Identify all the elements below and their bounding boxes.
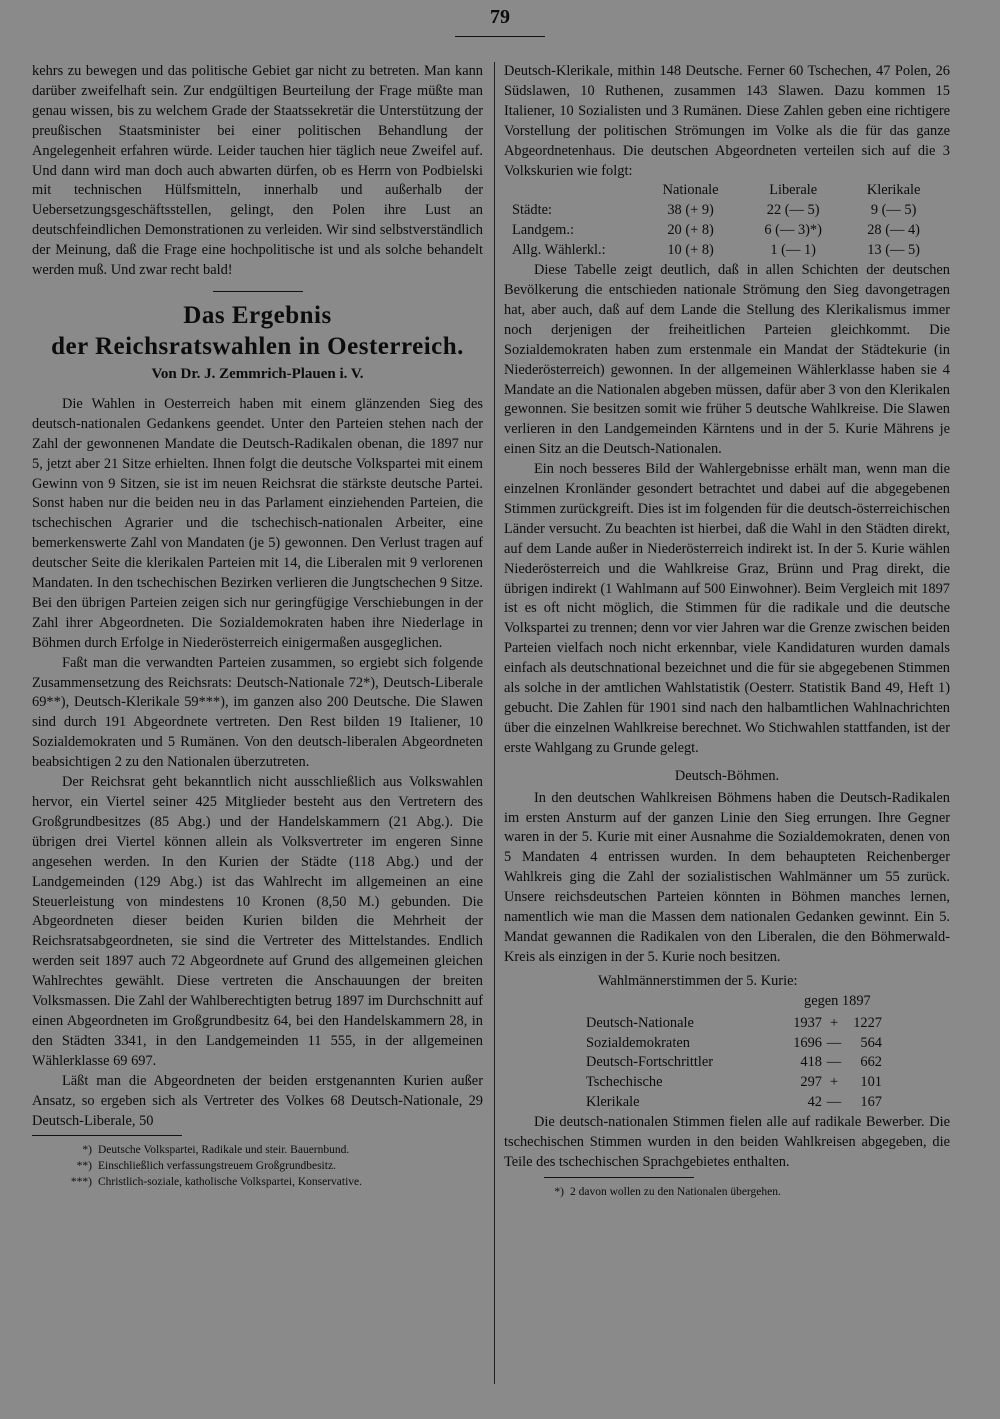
article-paragraph: Die Wahlen in Oesterreich haben mit einem glänzenden Sieg des deutsch-nationalen Gedankens geendet. Unter den Parteien stehen nach der Zahl der gewonnenen Mandate die Deutsch-Radikalen obenan, die 1897 nur 5, jetzt aber 21 Sitze erhielten. Ihnen folgt die deutsche Volkspartei mit einem Gewinn von 9 Sitzen, sie ist im neuen Reichsrat die stärkste deutsche Partei. Sonst haben nur die beiden neu in das Parlament einziehenden Parteien, die tschechischen Agrarier und die tschechisch-nationalen Arbeiter, eine bemerkenswerte Zahl von Mandaten (je 5) gewonnen. Den Verlust tragen auf deutscher Seite die klerikalen Parteien mit 14, die Liberalen mit 9 verlorenen Mandaten. In den tschechischen Bezirken verlieren die Jungtschechen 9 Sitze. Bei den übrigen Parteien zeigen sich nur geringfügige Verschiebungen in der Zahl ihrer Abgeordneten. Die Sozialdemokraten haben ihre Niederlage in Böhmen durch Erfolge in Niederösterreich einigermaßen ausgeglichen. (32, 395, 483, 651)
table-cell: 418 (800, 1054, 822, 1071)
table-cell: 1227 (853, 1014, 882, 1031)
table-row (586, 1093, 882, 1113)
table-cell: 13 (— 5) (867, 242, 920, 259)
table-cell: — (826, 1034, 842, 1051)
table-cell: + (829, 1014, 839, 1031)
article-separator (213, 291, 303, 292)
article-byline: Von Dr. J. Zemmrich-Plauen i. V. (151, 365, 364, 382)
section-heading: Deutsch-Böhmen. (674, 767, 780, 784)
footnote-mark: ***) (70, 1176, 92, 1189)
table-row (512, 241, 942, 261)
table-cell: Landgem.: (512, 222, 574, 239)
table-cell: 22 (— 5) (766, 202, 820, 219)
table-cell: 1937 (793, 1014, 822, 1031)
article-paragraph: Der Reichsrat geht bekanntlich nicht ausschließlich aus Volkswahlen hervor, ein Viertel seiner 425 Mitglieder besteht aus den Vertretern des Großgrundbesitzes (85 Abg.) und der Handelskammern (21 Abg.). Die übrigen drei Viertel können allein als Volksvertreter im engeren Sinne angesehen werden. In den Kurien der Städte (118 Abg.) und der Landgemeinden (129 Abg.) ist das Wahlrecht im allgemeinen an eine Steuerleistung von mindestens 10 Kronen (8,50 M.) gebunden. Die Abgeordneten dieser beiden Kurien bilden die Mehrheit der Reichsratsabgeordneten, sie sind die Vertreter des Mittelstandes. Endlich werden seit 1897 auch 72 Abgeordnete auf Grund des allgemeinen gleichen Wahlrechtes gewählt. Diese vertreten die Anschauungen der breiten Volksmassen. Die Zahl der Wahlberechtigten betrug 1897 im Durchschnitt auf einen Abgeordneten im Großgrundbesitz 64, bei den Handelskammern 28, in den Städten 3341, in den Landgemeinden 11 555, in der allgemeinen Wählerklasse 69 697. (32, 774, 483, 1069)
table-cell: 42 (807, 1094, 822, 1111)
article-paragraph: Diese Tabelle zeigt deutlich, daß in allen Schichten der deutschen Bevölkerung die entschieden nationale Strömung den Sieg davongetragen hat, aber auch, daß auf dem Lande die Stellung des Klerikalismus immer noch derjenigen der freiheitlichen Parteien gleichkommt. Die Sozialdemokraten haben zum erstenmale ein Mandat der Städtekurie (in Niederösterreich) gewonnen. In der allgemeinen Wählerklasse haben sie 4 Mandate an die Nationalen abgeben müssen, dafür aber 3 von den Klerikalen gewonnen. Sie besitzen somit wie früher 5 deutsche Wahlkreise. Die Slawen verlieren in den Landgemeinden Kärntens und in der 5. Kurie Mährens je einen Sitz an die Deutsch-Nationalen. (504, 262, 950, 458)
article-paragraph: Läßt man die Abgeordneten der beiden erstgenannten Kurien außer Ansatz, so ergeben sich als Vertreter des Volkes 68 Deutsch-Nationale, 29 Deutsch-Liberale, 50 (32, 1072, 483, 1129)
page-number: 79 (490, 6, 510, 28)
footnote (504, 1184, 950, 1200)
table-cell: 9 (— 5) (870, 202, 917, 219)
table-cell: 20 (+ 8) (667, 222, 714, 239)
table-cell: 101 (860, 1074, 882, 1091)
table-cell: — (826, 1094, 842, 1111)
table-cell: 28 (— 4) (867, 222, 920, 239)
table-cell: Städte: (512, 202, 552, 219)
table-cell: + (829, 1074, 839, 1091)
table-cell: 6 (— 3)*) (764, 222, 822, 239)
table-row (512, 201, 942, 221)
table-header-cell: Liberale (769, 182, 818, 199)
table-cell: 1696 (793, 1034, 822, 1051)
table-cell: 38 (+ 9) (667, 202, 714, 219)
table-row (586, 1073, 882, 1093)
article-paragraph: Die deutsch-nationalen Stimmen fielen alle auf radikale Bewerber. Die tschechischen Stimmen wurden in den beiden Wahlkreisen abgegeben, die Teile des tschechischen Sprachgebietes enthalten. (504, 1114, 950, 1170)
table-cell: Klerikale (586, 1094, 640, 1111)
footnote-rule (544, 1177, 694, 1178)
table-cell: 167 (860, 1094, 882, 1111)
page-number-rule (455, 36, 545, 37)
table-cell: 564 (860, 1034, 882, 1051)
left-column (32, 62, 483, 1190)
article-title-line2: der Reichsratswahlen in Oesterreich. (51, 332, 464, 360)
footnote (32, 1174, 483, 1190)
intro-paragraph: kehrs zu bewegen und das politische Gebiet gar nicht zu betreten. Man kann darüber zweifelhaft sein. Zur endgültigen Beurteilung der Frage müßte man genau wissen, bis zu welchem Grade der Staatssekretär die Unterstützung der preußischen Staatsminister bei einer politischen Behandlung der Angelegenheit erfahren würde. Leider tauchen hier täglich neue Zweifel auf. Und dann wird man doch auch abwarten dürfen, ob es Herrn von Podbielski mit technischen Hülfsmitteln, innerhalb und außerhalb der Uebersetzungsgeschäftsstellen, gelingt, den Polen ihre Lust an deutschfeindlichen Demonstrationen zu verleiden. Wir sind selbstverständlich der Meinung, daß die Frage eine hochpolitische ist und als solche behandelt werden muß. Und zwar recht bald! (32, 63, 483, 279)
table-row (586, 1014, 882, 1034)
wahlmaenner-table (586, 1014, 882, 1114)
table-cell: Tschechische (586, 1074, 663, 1091)
article-paragraph: Deutsch-Klerikale, mithin 148 Deutsche. Ferner 60 Tschechen, 47 Polen, 26 Südslawen, 10 Ruthenen, zusammen 143 Slawen. Dazu kommen 15 Italiener, 10 Sozialisten und 3 Rumänen. Diese Zahlen geben eine richtigere Vorstellung der politischen Strömungen im Volke als die für das ganze Abgeordnetenhaus. Die deutschen Abgeordneten verteilen sich auf die 3 Volkskurien wie folgt: (504, 63, 950, 179)
table-cell: Deutsch-Nationale (586, 1014, 694, 1031)
table-row (586, 1034, 882, 1054)
table-row (586, 1053, 882, 1073)
article-paragraph: Faßt man die verwandten Parteien zusammen, so ergiebt sich folgende Zusammensetzung des Reichsrats: Deutsch-Nationale 72*), Deutsch-Liberale 69**), Deutsch-Klerikale 59***), im ganzen also 200 Deutsche. Die Slawen sind durch 191 Abgeordnete vertreten. Den Rest bilden 19 Italiener, 10 Sozialdemokraten und 5 Rumänen. Von den deutsch-liberalen Abgeordneten beabsichtigen 2 zu den Nationalen überzutreten. (32, 654, 483, 771)
footnote-mark: **) (76, 1160, 92, 1173)
footnote-rule (32, 1135, 182, 1136)
table-subtitle: gegen 1897 (804, 992, 871, 1009)
table-header-cell (512, 181, 640, 201)
footnote-text: 2 davon wollen zu den Nationalen übergehen. (570, 1185, 781, 1198)
table-header-row (512, 181, 942, 201)
column-divider (494, 62, 495, 1384)
table-cell: Allg. Wählerkl.: (512, 242, 606, 259)
table-cell: Sozialdemokraten (586, 1034, 690, 1051)
table-cell: 10 (+ 8) (667, 242, 714, 259)
table-cell: 297 (800, 1074, 822, 1091)
article-paragraph: In den deutschen Wahlkreisen Böhmens haben die Deutsch-Radikalen im ersten Ansturm auf der ganzen Linie den Sieg errungen. Ihre Gegner waren in der 5. Kurie mit einer Ausnahme die Sozialdemokraten, denen von 5 Mandaten 4 entrissen wurden. In dem behaupteten Reichenberger Wahlkreis ging die Zahl der sozialistischen Wahlmänner um 55 zurück. Unsere reichsdeutschen Parteien könnten in Böhmen manches lernen, namentlich wie man die Massen dem nationalen Gedanken gewinnt. Ein 5. Mandat gewannen die Radikalen von den Liberalen, die den Böhmerwald-Kreis als einzigen in der 5. Kurie noch besitzen. (504, 789, 950, 965)
article-title-line1: Das Ergebnis (183, 301, 332, 329)
right-column (504, 62, 950, 1200)
table-title: Wahlmännerstimmen der 5. Kurie: (598, 972, 798, 989)
footnote (32, 1158, 483, 1174)
article-paragraph: Ein noch besseres Bild der Wahlergebnisse erhält man, wenn man die einzelnen Kronländer gesondert betrachtet und dabei auf die abgegebenen Stimmen zurückgreift. Dies ist im folgenden für die deutsch-österreichischen Länder versucht. Zu beachten ist hierbei, daß die Wahl in den Städten direkt, auf dem Lande außer in Niederösterreich indirekt ist. In der 5. Kurie wählen Niederösterreich und die Wahlkreise Graz, Brünn und Prag direkt, die übrigen indirekt (1 Wahlmann auf 500 Einwohner). Beim Vergleich mit 1897 ist es oft nicht möglich, die Stimmen für die radikale und die deutsche Volkspartei zu trennen; denn vor vier Jahren war die Grenze zwischen beiden Parteien vielfach noch nicht erkennbar, viele Kandidaturen wurden damals einfach als deutschnational bezeichnet und die für sie abgegebenen Stimmen als solche in der amtlichen Wahlstatistik (Oesterr. Statistik Band 49, Heft 1) gebucht. Die Zahlen für 1901 sind nach den halbamtlichen Wahlnachrichten über die einzelnen Wahlkreise berechnet. Wo Stichwahlen stattfanden, ist der erste Wahlgang zu Grunde gelegt. (504, 461, 950, 756)
footnote-text: Christlich-soziale, katholische Volkspartei, Konservative. (98, 1176, 363, 1189)
footnote-text: Deutsche Volkspartei, Radikale und steir. Bauernbund. (98, 1144, 350, 1157)
table-cell: — (826, 1054, 842, 1071)
table-cell: 1 (— 1) (770, 242, 816, 259)
footnote-text: Einschließlich verfassungstreuem Großgrundbesitz. (98, 1160, 336, 1173)
footnote-mark: *) (82, 1144, 92, 1157)
footnote-mark: *) (554, 1185, 564, 1198)
table-cell: Deutsch-Fortschrittler (586, 1054, 714, 1071)
table-header-cell: Klerikale (866, 182, 921, 199)
table-row (512, 221, 942, 241)
table-cell: 662 (860, 1054, 882, 1071)
party-distribution-table (512, 181, 942, 261)
footnote (32, 1142, 483, 1158)
table-header-cell: Nationale (662, 182, 719, 199)
